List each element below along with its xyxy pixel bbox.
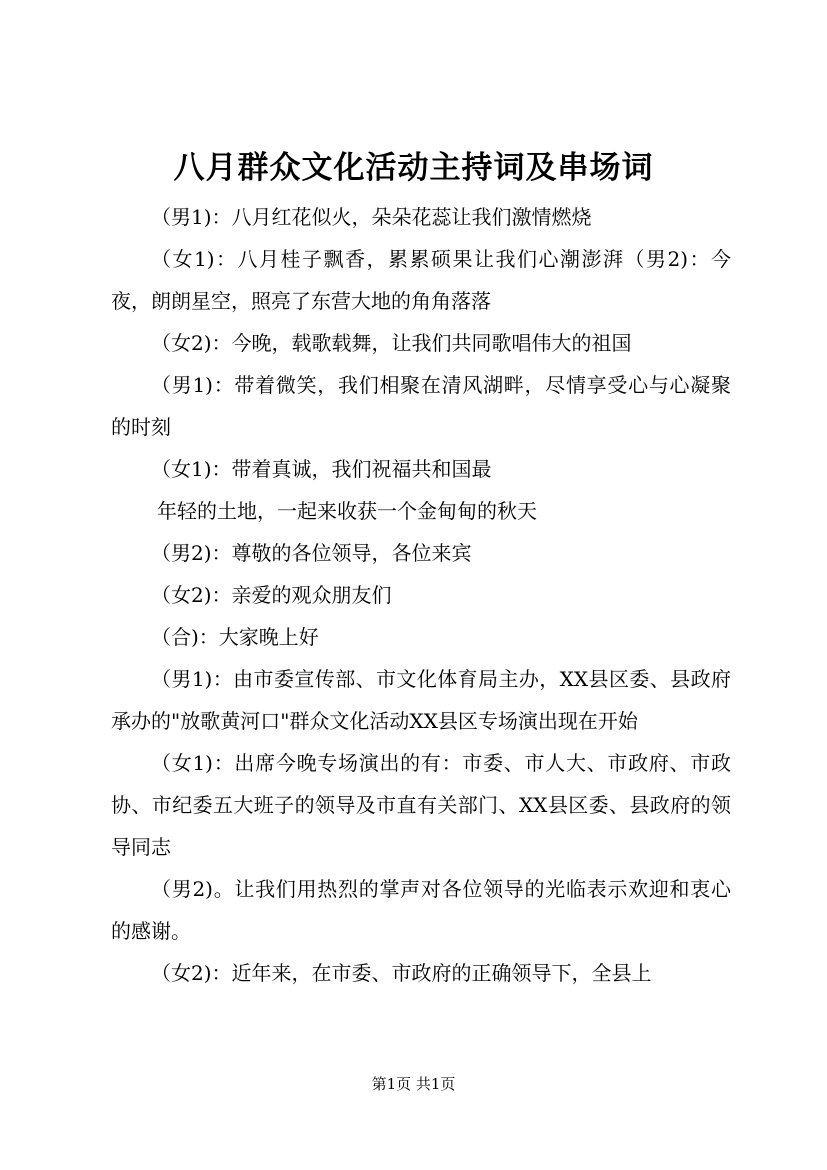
page-number-label: 第1页 共1页 <box>371 1075 456 1093</box>
paragraph: （女1)：八月桂子飘香，累累硕果让我们心潮澎湃（男2)：今夜，朗朗星空，照亮了东营大地的角角落落 <box>111 247 731 313</box>
paragraph: （女1)：带着真诚，我们祝福共和国最 <box>151 457 492 481</box>
document-title: 八月群众文化活动主持词及串场词 <box>173 150 654 186</box>
paragraph: （合)：大家晚上好 <box>151 625 319 649</box>
paragraph: （男1)：带着微笑，我们相聚在清风湖畔，尽情享受心与心凝聚的时刻 <box>111 373 731 439</box>
paragraph: 年轻的土地，一起来收获一个金甸甸的秋天 <box>157 499 537 523</box>
paragraph: （男2)。让我们用热烈的掌声对各位领导的光临表示欢迎和衷心的感谢。 <box>111 877 731 943</box>
paragraph: （男2)：尊敬的各位领导，各位来宾 <box>151 541 472 565</box>
paragraph: （男1)：八月红花似火，朵朵花蕊让我们激情燃烧 <box>151 205 592 229</box>
paragraph: （女1)：出席今晚专场演出的有：市委、市人大、市政府、市政协、市纪委五大班子的领导及市直有关部门、XX县区委、县政府的领导同志 <box>111 751 731 859</box>
paragraph: （女2)：近年来，在市委、市政府的正确领导下，全县上 <box>151 961 652 985</box>
page-footer <box>0 1074 827 1094</box>
paragraph: （女2)：今晚，载歌载舞，让我们共同歌唱伟大的祖国 <box>151 331 632 355</box>
paragraph: （女2)：亲爱的观众朋友们 <box>151 583 392 607</box>
paragraph: （男1)：由市委宣传部、市文化体育局主办，XX县区委、县政府承办的"放歌黄河口"群众文化活动XX县区专场演出现在开始 <box>111 667 731 733</box>
document-body <box>111 196 731 994</box>
